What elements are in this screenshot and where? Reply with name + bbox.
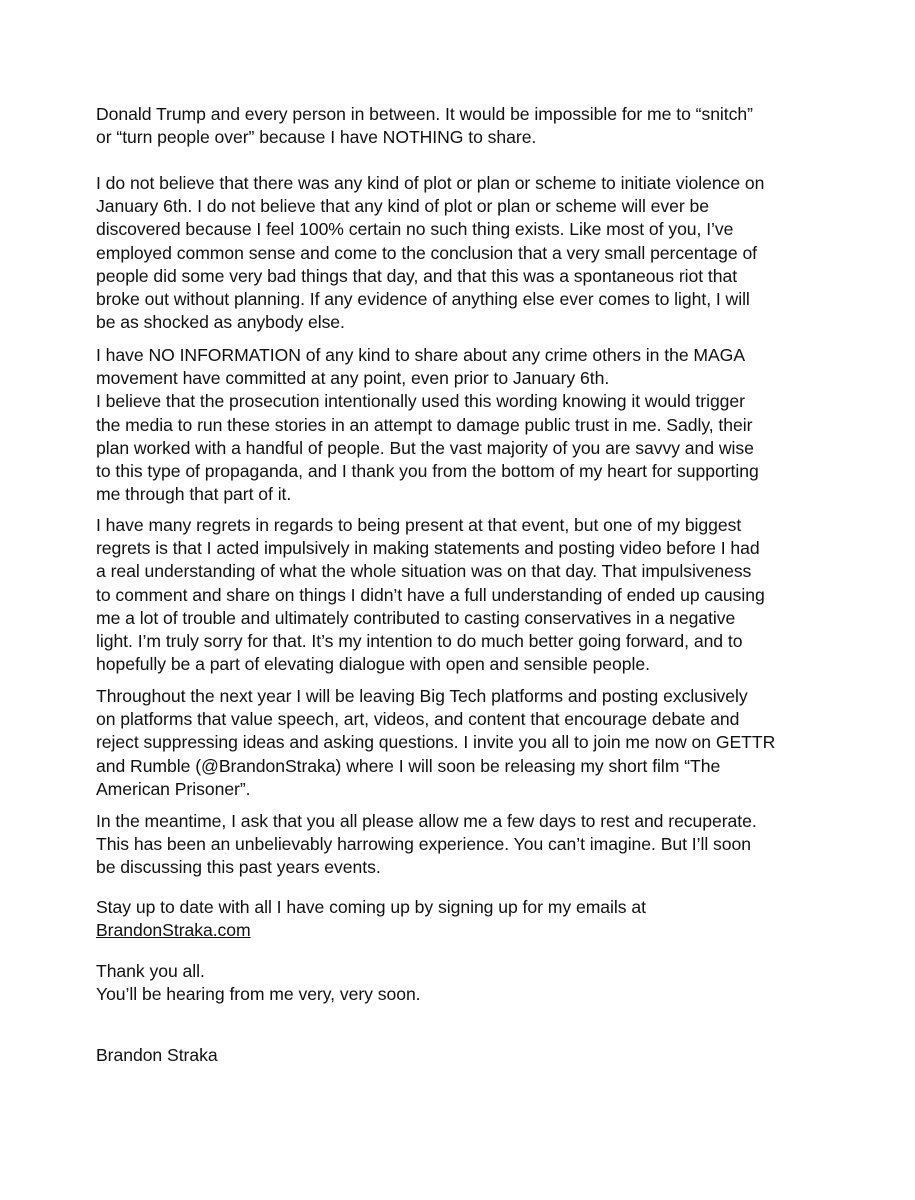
text-line: Donald Trump and every person in between. It would be impossible for me to “snitch” [96,104,753,124]
paragraph-thank-you [96,960,856,1006]
paragraph-stay-up-to-date [96,896,856,942]
signature-name: Brandon Straka [96,1045,218,1065]
text-line: a real understanding of what the whole situation was on that day. That impulsiveness [96,561,752,582]
text-line: me through that part of it. [96,484,292,505]
text-line: plan worked with a handful of people. But the vast majority of you are savvy and wise [96,437,754,458]
text-line: I have NO INFORMATION of any kind to share about any crime others in the MAGA [96,345,746,365]
text-line: January 6th. I do not believe that any kind of plot or plan or scheme will ever be [96,196,710,217]
text-line: discovered because I feel 100% certain no such thing exists. Like most of you, I’ve [96,219,734,240]
text-line: I have many regrets in regards to being present at that event, but one of my biggest [96,515,742,535]
text-line: movement have committed at any point, even prior to January 6th. [96,368,610,389]
text-line: me a lot of trouble and ultimately contributed to casting conservatives in a negative [96,607,736,628]
website-link[interactable]: BrandonStraka.com [96,920,251,941]
paragraph-regrets [96,514,856,676]
text-line: Stay up to date with all I have coming up by signing up for my emails at [96,897,646,917]
paragraph-meantime [96,810,856,880]
paragraph-snitch [96,103,856,149]
text-line: and Rumble (@BrandonStraka) where I will soon be releasing my short film “The [96,755,721,776]
text-line: or “turn people over” because I have NOTHING to share. [96,127,537,148]
text-line: In the meantime, I ask that you all please allow me a few days to rest and recuperate. [96,811,757,831]
text-line: Throughout the next year I will be leaving Big Tech platforms and posting exclusively [96,686,748,706]
text-line: broke out without planning. If any evidence of anything else ever comes to light, I will [96,289,750,310]
text-line: American Prisoner”. [96,778,251,799]
text-line: be as shocked as anybody else. [96,312,345,333]
text-line: I believe that the prosecution intentionally used this wording knowing it would trigger [96,391,745,412]
text-line: reject suppressing ideas and asking questions. I invite you all to join me now on GETTR [96,732,776,753]
text-line: This has been an unbelievably harrowing experience. You can’t imagine. But I’ll soon [96,834,752,855]
text-line: to comment and share on things I didn’t have a full understanding of ended up causing [96,584,765,605]
text-line: be discussing this past years events. [96,857,381,878]
paragraph-platforms [96,685,856,801]
text-line: employed common sense and come to the conclusion that a very small percentage of [96,242,758,263]
text-line: to this type of propaganda, and I thank you from the bottom of my heart for supporting [96,461,759,482]
text-line: the media to run these stories in an attempt to damage public trust in me. Sadly, their [96,414,753,435]
text-line: You’ll be hearing from me very, very soon. [96,984,421,1005]
text-line: light. I’m truly sorry for that. It’s my intention to do much better going forward, and to [96,631,743,652]
text-line: people did some very bad things that day, and that this was a spontaneous riot that [96,265,738,286]
text-line: I do not believe that there was any kind of plot or plan or scheme to initiate violence on [96,173,765,193]
paragraph-no-plot [96,172,856,334]
paragraph-no-information [96,344,856,506]
text-line: hopefully be a part of elevating dialogue with open and sensible people. [96,654,650,675]
text-line: Thank you all. [96,961,205,981]
text-line: regrets is that I acted impulsively in making statements and posting video before I had [96,538,760,559]
text-line: on platforms that value speech, art, videos, and content that encourage debate and [96,709,740,730]
signature [96,1044,856,1067]
